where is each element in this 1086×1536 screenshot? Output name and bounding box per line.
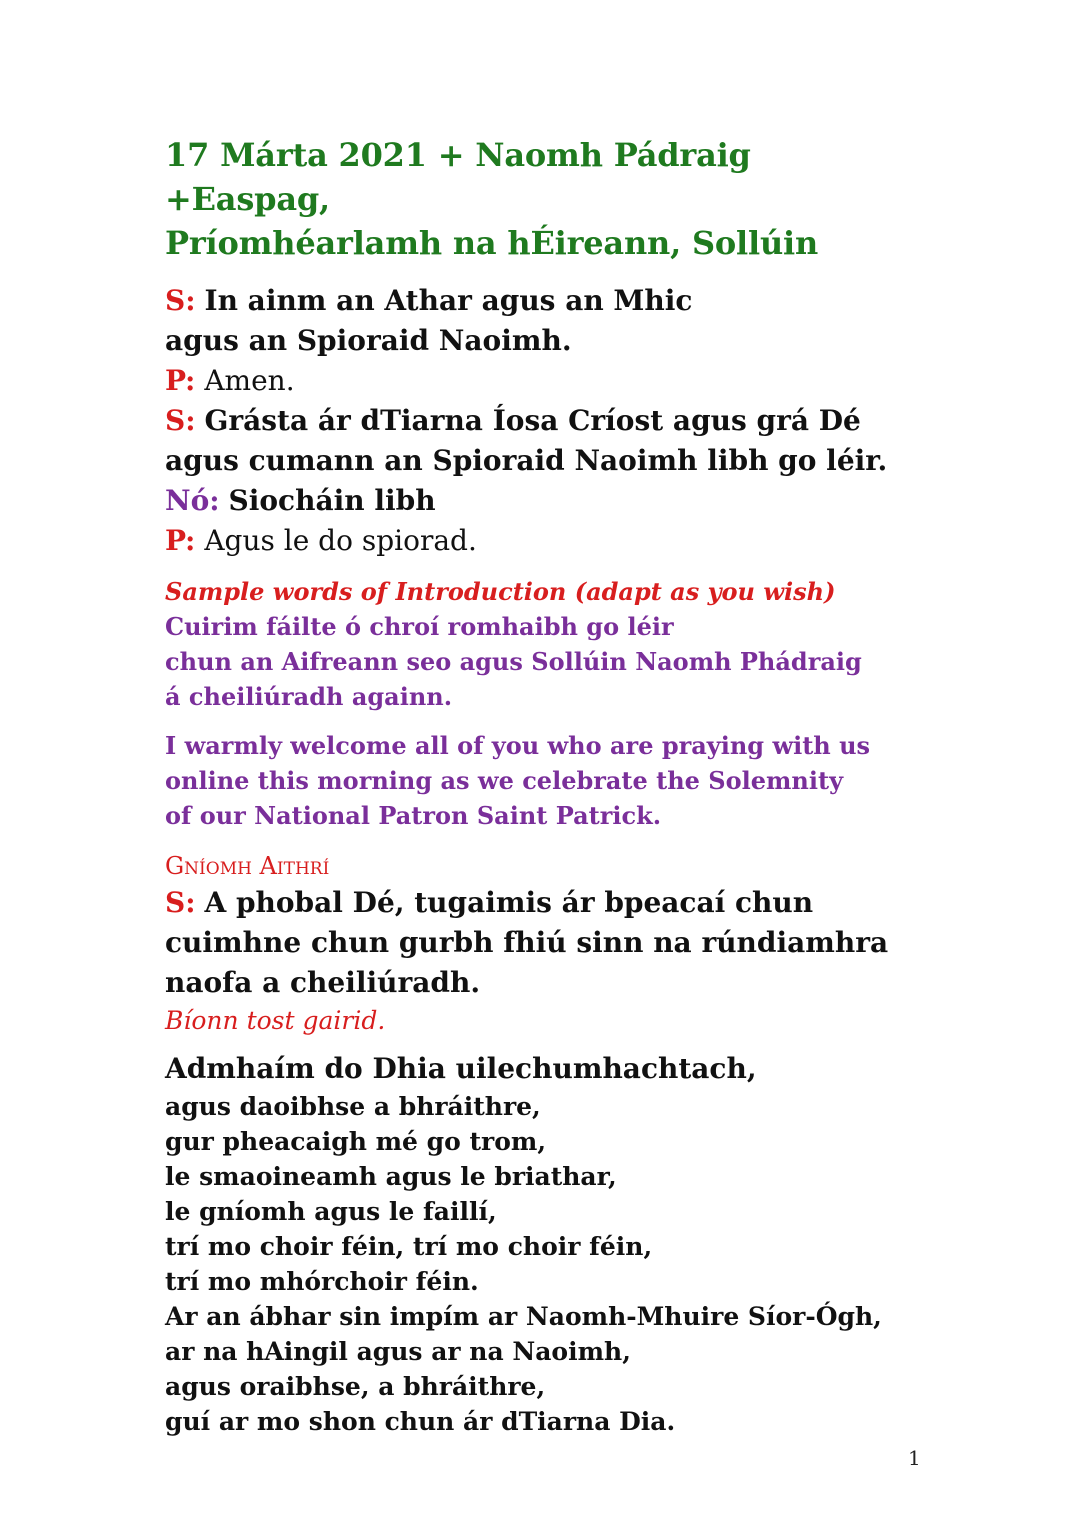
greeting-text: Agus le do spiorad. <box>204 524 477 557</box>
greeting-text: In ainm an Athar agus an Mhic <box>204 284 693 317</box>
greeting-line <box>165 361 925 401</box>
penitential-section <box>165 849 925 1039</box>
spacer <box>165 714 925 728</box>
confiteor-first-line: Admhaím do Dhia uilechumhachtach, <box>165 1052 757 1085</box>
intro-irish-line: chun an Aifreann seo agus Sollúin Naomh Phádraig <box>165 647 862 676</box>
rubric-note: Bíonn tost gairid. <box>165 1006 386 1035</box>
greeting-text: Amen. <box>204 364 295 397</box>
document-page <box>165 133 925 1439</box>
intro-english-line: of our National Patron Saint Patrick. <box>165 801 662 830</box>
intro-english-line: online this morning as we celebrate the Solemnity <box>165 766 844 795</box>
intro-heading: Sample words of Introduction (adapt as you wish) <box>165 577 836 606</box>
intro-irish-line: Cuirim fáilte ó chroí romhaibh go léir <box>165 612 674 641</box>
confiteor-line: ar na hAingil agus ar na Naoimh, <box>165 1337 631 1366</box>
intro-irish-line: á cheiliúradh againn. <box>165 682 453 711</box>
greeting-line <box>165 401 925 441</box>
title-line-2: Príomhéarlamh na hÉireann, Sollúin <box>165 224 819 262</box>
greeting-line <box>165 441 925 481</box>
greeting-text: agus an Spioraid Naoimh. <box>165 324 572 357</box>
confiteor-line: gur pheacaigh mé go trom, <box>165 1127 547 1156</box>
confiteor-line: Ar an ábhar sin impím ar Naomh-Mhuire Síor-Ógh, <box>165 1302 882 1331</box>
confiteor-line: le gníomh agus le faillí, <box>165 1197 497 1226</box>
speaker-label: P: <box>165 524 196 557</box>
speaker-label: S: <box>165 886 196 919</box>
page-title <box>165 133 925 265</box>
section-heading: Gníomh Aithrí <box>165 852 330 880</box>
penitential-line <box>165 883 925 923</box>
speaker-label: P: <box>165 364 196 397</box>
speaker-label: S: <box>165 284 196 317</box>
speaker-label: S: <box>165 404 196 437</box>
confiteor-line: le smaoineamh agus le briathar, <box>165 1162 617 1191</box>
penitential-line: cuimhne chun gurbh fhiú sinn na rúndiamhra <box>165 926 889 959</box>
greeting-line <box>165 521 925 561</box>
confiteor-line: agus daoibhse a bhráithre, <box>165 1092 541 1121</box>
title-line-1: 17 Márta 2021 + Naomh Pádraig +Easpag, <box>165 136 751 218</box>
greeting-line <box>165 281 925 321</box>
greeting-line <box>165 481 925 521</box>
greeting-line <box>165 321 925 361</box>
confiteor-line: guí ar mo shon chun ár dTiarna Dia. <box>165 1407 676 1436</box>
confiteor-section <box>165 1049 925 1439</box>
penitential-line: naofa a cheiliúradh. <box>165 966 481 999</box>
greeting-section <box>165 281 925 561</box>
confiteor-line: agus oraibhse, a bhráithre, <box>165 1372 546 1401</box>
penitential-text: A phobal Dé, tugaimis ár bpeacaí chun <box>204 886 814 919</box>
greeting-text: Grásta ár dTiarna Íosa Críost agus grá Dé <box>204 404 861 437</box>
confiteor-line: trí mo mhórchoir féin. <box>165 1267 479 1296</box>
greeting-text: Siocháin libh <box>228 484 436 517</box>
speaker-label-alt: Nó: <box>165 484 220 517</box>
greeting-text: agus cumann an Spioraid Naoimh libh go léir. <box>165 444 888 477</box>
intro-section <box>165 575 925 833</box>
intro-english-line: I warmly welcome all of you who are praying with us <box>165 731 871 760</box>
page-number: 1 <box>908 1446 921 1470</box>
confiteor-line: trí mo choir féin, trí mo choir féin, <box>165 1232 653 1261</box>
